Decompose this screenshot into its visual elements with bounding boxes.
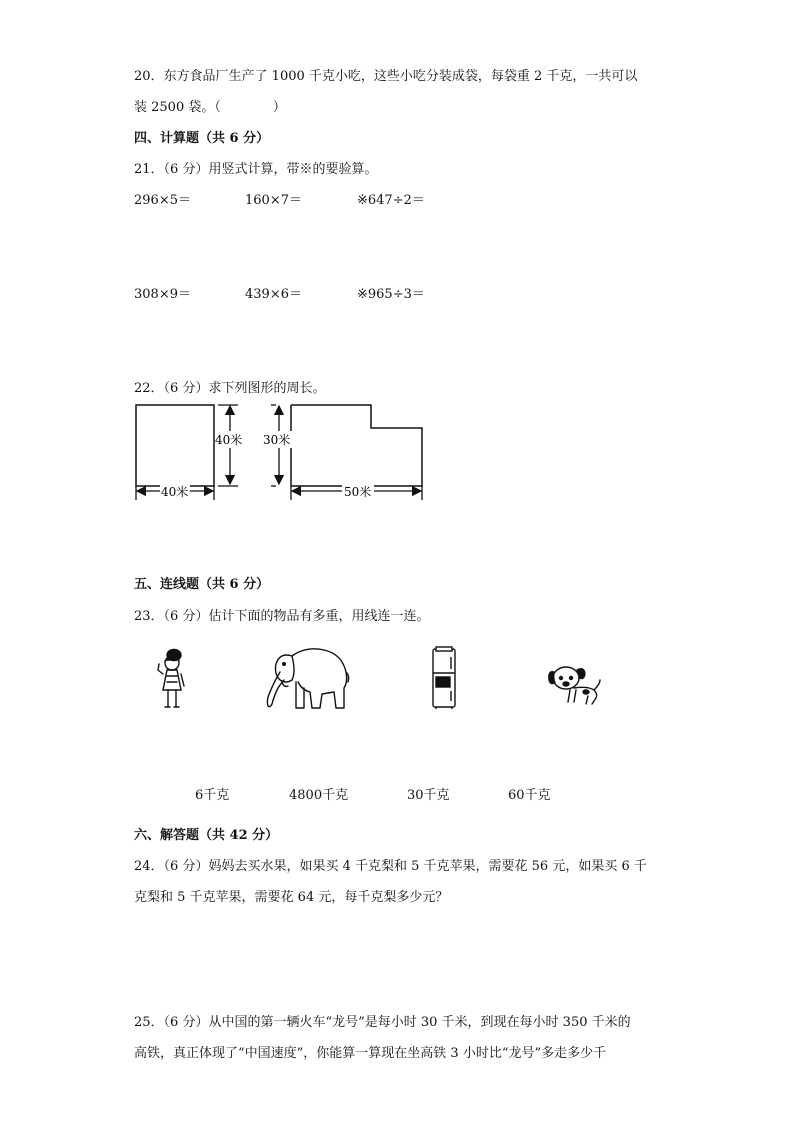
q25-line1: 25．（6 分）从中国的第一辆火车“龙号”是每小时 30 千米，到现在每小时 350 千米的 xyxy=(134,1015,631,1030)
q21-expr-4: 308×9＝ xyxy=(134,287,191,302)
girl-icon xyxy=(154,648,190,712)
q24-line2: 克梨和 5 千克苹果，需要花 64 元，每千克梨多少元？ xyxy=(134,890,449,905)
refrigerator-icon xyxy=(428,645,460,711)
q23-prompt: 23．（6 分）估计下面的物品有多重，用线连一连。 xyxy=(134,609,430,624)
section-heading-calculation: 四、计算题（共 6 分） xyxy=(134,131,270,146)
section-heading-word-problems: 六、解答题（共 42 分） xyxy=(134,828,279,843)
q20-line1: 20．东方食品厂生产了 1000 千克小吃，这些小吃分装成袋，每袋重 2 千克，一共可以 xyxy=(134,69,638,84)
q25-line2: 高铁，真正体现了“中国速度”，你能算一算现在坐高铁 3 小时比“龙号”多走多少千 xyxy=(134,1046,607,1061)
weight-option-4: 60千克 xyxy=(508,788,551,803)
weight-option-1: 6千克 xyxy=(195,788,230,803)
q21-expr-5: 439×6＝ xyxy=(245,287,302,302)
q21-expr-1: 296×5＝ xyxy=(134,193,191,208)
q21-prompt: 21．（6 分）用竖式计算，带※的要验算。 xyxy=(134,162,378,177)
perimeter-figures xyxy=(128,400,428,506)
q24-line1: 24．（6 分）妈妈去买水果，如果买 4 千克梨和 5 千克苹果，需要花 56 元，如果买 6 千 xyxy=(134,859,647,874)
q21-expr-2: 160×7＝ xyxy=(245,193,302,208)
weight-option-2: 4800千克 xyxy=(289,788,349,803)
notched-shape xyxy=(291,405,422,486)
puppy-icon xyxy=(544,660,604,706)
shape2-height-label: 30米 xyxy=(263,433,291,447)
q22-prompt: 22．（6 分）求下列图形的周长。 xyxy=(134,381,326,396)
q21-expr-3: ※647÷2＝ xyxy=(357,193,425,208)
elephant-icon xyxy=(262,642,352,714)
weight-option-3: 30千克 xyxy=(407,788,450,803)
square-shape xyxy=(136,405,214,486)
section-heading-matching: 五、连线题（共 6 分） xyxy=(134,577,270,592)
shape2-width-label: 50米 xyxy=(344,485,372,499)
q21-expr-6: ※965÷3＝ xyxy=(357,287,425,302)
square-width-label: 40米 xyxy=(161,485,189,499)
q20-line2: 装 2500 袋。（ ） xyxy=(134,100,286,115)
square-height-label: 40米 xyxy=(215,433,243,447)
